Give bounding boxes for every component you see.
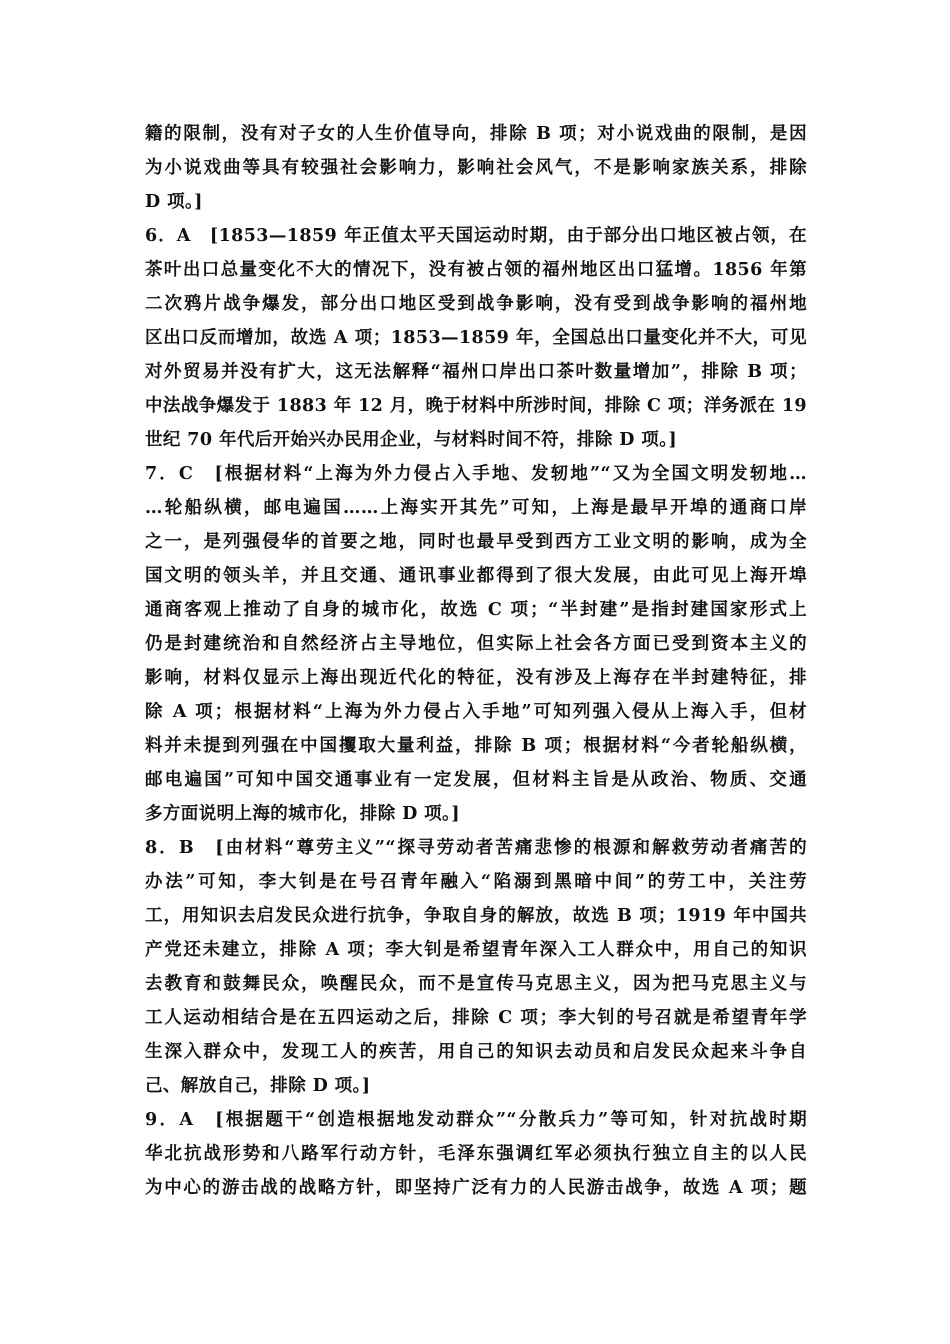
text-line: 料并未提到列强在中国攫取大量利益，排除 B 项；根据材料“今者轮船纵横， [145, 736, 807, 756]
text-line: 籍的限制，没有对子女的人生价值导向，排除 B 项；对小说戏曲的限制，是因 [145, 124, 807, 144]
text-line: 国文明的领头羊，并且交通、通讯事业都得到了很大发展，由此可见上海开埠 [145, 566, 807, 586]
text-line: 工人运动相结合是在五四运动之后，排除 C 项；李大钊的号召就是希望青年学 [145, 1008, 807, 1028]
text-line: 6．A [1853—1859 年正值太平天国运动时期，由于部分出口地区被占领，在 [145, 226, 807, 246]
text-line: 为小说戏曲等具有较强社会影响力，影响社会风气，不是影响家族关系，排除 [145, 158, 807, 178]
text-line: 多方面说明上海的城市化，排除 D 项。] [145, 804, 460, 824]
text-line: 影响，材料仅显示上海出现近代化的特征，没有涉及上海存在半封建特征，排 [145, 668, 807, 688]
answer-8 [145, 831, 807, 1103]
text-line: 除 A 项；根据材料“上海为外力侵占入手地”可知列强入侵从上海入手，但材 [145, 702, 807, 722]
text-line: 茶叶出口总量变化不大的情况下，没有被占领的福州地区出口猛增。1856 年第 [145, 260, 807, 280]
text-line: 己、解放自己，排除 D 项。] [145, 1076, 371, 1096]
text-line: 8．B [由材料“尊劳主义”“探寻劳动者苦痛悲惨的根源和解救劳动者痛苦的 [145, 838, 807, 858]
text-line: 中法战争爆发于 1883 年 12 月，晚于材料中所涉时间，排除 C 项；洋务派在 19 [145, 396, 807, 416]
text-line: 为中心的游击战的战略方针，即坚持广泛有力的人民游击战争，故选 A 项；题 [145, 1178, 807, 1198]
text-line: D 项。] [145, 192, 203, 212]
text-line: 通商客观上推动了自身的城市化，故选 C 项；“半封建”是指封建国家形式上 [145, 600, 807, 620]
text-line: 仍是封建统治和自然经济占主导地位，但实际上社会各方面已受到资本主义的 [145, 634, 807, 654]
text-line: …轮船纵横，邮电遍国……上海实开其先”可知，上海是最早开埠的通商口岸 [145, 498, 807, 518]
paragraph-continuation [145, 117, 807, 219]
answer-6 [145, 219, 807, 457]
answer-explanations [145, 117, 807, 1205]
text-line: 工，用知识去启发民众进行抗争，争取自身的解放，故选 B 项；1919 年中国共 [145, 906, 807, 926]
text-line: 二次鸦片战争爆发，部分出口地区受到战争影响，没有受到战争影响的福州地 [145, 294, 807, 314]
text-line: 之一，是列强侵华的首要之地，同时也最早受到西方工业文明的影响，成为全 [145, 532, 807, 552]
text-line: 7．C [根据材料“上海为外力侵占入手地、发轫地”“又为全国文明发轫地… [145, 464, 807, 484]
text-line: 产党还未建立，排除 A 项；李大钊是希望青年深入工人群众中，用自己的知识 [145, 940, 807, 960]
answer-7 [145, 457, 807, 831]
text-line: 区出口反而增加，故选 A 项；1853—1859 年，全国总出口量变化并不大，可见 [145, 328, 807, 348]
text-line: 办法”可知，李大钊是在号召青年融入“陷溺到黑暗中间”的劳工中，关注劳 [145, 872, 807, 892]
text-line: 生深入群众中，发现工人的疾苦，用自己的知识去动员和启发民众起来斗争自 [145, 1042, 807, 1062]
text-line: 华北抗战形势和八路军行动方针，毛泽东强调红军必须执行独立自主的以人民 [145, 1144, 807, 1164]
text-line: 对外贸易并没有扩大，这无法解释“福州口岸出口茶叶数量增加”，排除 B 项； [145, 362, 807, 382]
text-line: 去教育和鼓舞民众，唤醒民众，而不是宣传马克思主义，因为把马克思主义与 [145, 974, 807, 994]
answer-9 [145, 1103, 807, 1205]
text-line: 9．A [根据题干“创造根据地发动群众”“分散兵力”等可知，针对抗战时期 [145, 1110, 807, 1130]
text-line: 世纪 70 年代后开始兴办民用企业，与材料时间不符，排除 D 项。] [145, 430, 678, 450]
text-line: 邮电遍国”可知中国交通事业有一定发展，但材料主旨是从政治、物质、交通 [145, 770, 807, 790]
